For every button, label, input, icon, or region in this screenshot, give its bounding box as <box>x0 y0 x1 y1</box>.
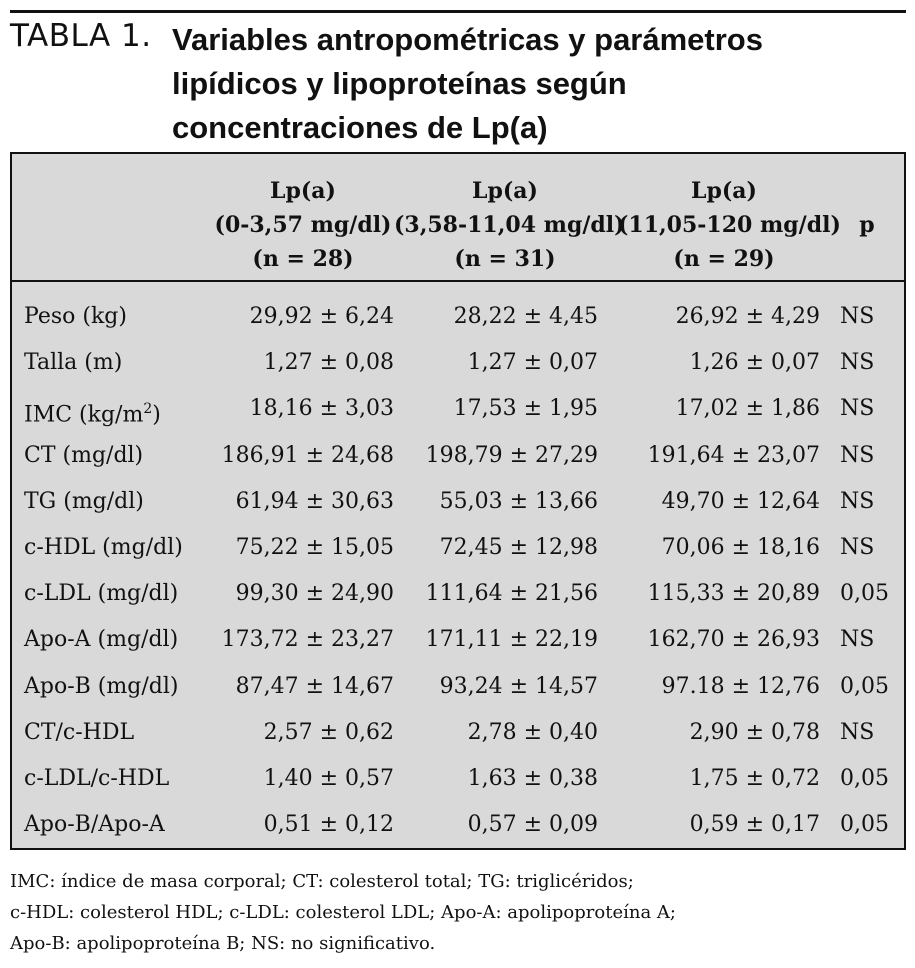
table-title-line: lipídicos y lipoproteínas según <box>172 66 627 101</box>
row-value-group-2: 28,22 ± 4,45 <box>453 304 598 329</box>
row-value-group-2: 1,63 ± 0,38 <box>467 765 598 791</box>
header-line: (n = 28) <box>252 246 354 272</box>
row-value-group-1: 0,51 ± 0,12 <box>263 812 394 838</box>
row-variable: c-LDL/c-HDL <box>24 765 170 791</box>
table-row <box>12 433 904 479</box>
row-p-value: 0,05 <box>840 765 889 791</box>
header-rule <box>12 280 904 282</box>
row-p-value: NS <box>840 488 875 514</box>
row-p-value: NS <box>840 534 875 560</box>
row-value-group-3: 70,06 ± 18,16 <box>661 534 820 560</box>
table-row <box>12 802 904 848</box>
header-line: Lp(a) <box>472 178 538 204</box>
header-line: Lp(a) <box>691 178 757 204</box>
row-value-group-1: 61,94 ± 30,63 <box>235 488 394 514</box>
row-value-group-1: 87,47 ± 14,67 <box>235 673 394 699</box>
table-title <box>172 18 892 150</box>
row-value-group-3: 17,02 ± 1,86 <box>675 396 820 422</box>
row-p-value: NS <box>840 442 875 468</box>
row-variable <box>24 386 161 438</box>
row-value-group-3: 49,70 ± 12,64 <box>661 488 820 514</box>
row-p-value: NS <box>840 627 875 653</box>
table-row <box>12 617 904 663</box>
header-col-1 <box>212 174 394 276</box>
row-variable: Apo-B (mg/dl) <box>24 673 179 699</box>
row-value-group-2: 111,64 ± 21,56 <box>425 581 598 607</box>
row-value-group-3: 2,90 ± 0,78 <box>689 719 820 745</box>
row-p-value: 0,05 <box>840 581 889 607</box>
data-table <box>10 152 906 850</box>
row-variable: TG (mg/dl) <box>24 488 144 514</box>
row-variable-text: IMC (kg/m <box>24 402 144 428</box>
table-row <box>12 479 904 525</box>
row-p-value: NS <box>840 304 875 329</box>
row-value-group-2: 0,57 ± 0,09 <box>467 812 598 838</box>
table-row <box>12 710 904 756</box>
table-title-line: Variables antropométricas y parámetros <box>172 22 763 57</box>
row-value-group-1: 186,91 ± 24,68 <box>221 442 394 468</box>
header-col-2 <box>394 174 625 276</box>
row-p-value: 0,05 <box>840 812 889 838</box>
header-line: (n = 29) <box>673 246 775 272</box>
row-value-group-1: 99,30 ± 24,90 <box>235 581 394 607</box>
row-value-group-3: 97.18 ± 12,76 <box>661 673 820 699</box>
row-value-group-2: 17,53 ± 1,95 <box>453 396 598 422</box>
row-p-value: 0,05 <box>840 673 889 699</box>
row-value-group-2: 1,27 ± 0,07 <box>467 350 598 376</box>
row-value-group-2: 2,78 ± 0,40 <box>467 719 598 745</box>
row-value-group-3: 1,75 ± 0,72 <box>689 765 820 791</box>
row-variable: Talla (m) <box>24 350 123 376</box>
header-line: Lp(a) <box>270 178 336 204</box>
header-col-3 <box>618 174 841 276</box>
table-body <box>12 294 904 848</box>
row-value-group-1: 1,27 ± 0,08 <box>263 350 394 376</box>
row-value-group-1: 1,40 ± 0,57 <box>263 765 394 791</box>
table-title-line: concentraciones de Lp(a) <box>172 110 548 145</box>
header-line: (3,58-11,04 mg/dl) <box>394 212 625 238</box>
header-line: (11,05-120 mg/dl) <box>618 212 841 238</box>
header-line: (n = 31) <box>454 246 556 272</box>
row-value-group-3: 1,26 ± 0,07 <box>689 350 820 376</box>
row-p-value: NS <box>840 396 875 422</box>
row-value-group-1: 173,72 ± 23,27 <box>221 627 394 653</box>
row-value-group-2: 72,45 ± 12,98 <box>439 534 598 560</box>
table-label: TABLA 1. <box>10 18 152 54</box>
row-value-group-2: 171,11 ± 22,19 <box>425 627 598 653</box>
row-value-group-3: 191,64 ± 23,07 <box>647 442 820 468</box>
row-value-group-1: 2,57 ± 0,62 <box>263 719 394 745</box>
row-value-group-2: 198,79 ± 27,29 <box>425 442 598 468</box>
row-variable: CT/c-HDL <box>24 719 135 745</box>
row-value-group-1: 18,16 ± 3,03 <box>249 396 394 422</box>
row-p-value: NS <box>840 350 875 376</box>
row-value-group-3: 115,33 ± 20,89 <box>647 581 820 607</box>
row-value-group-1: 75,22 ± 15,05 <box>235 534 394 560</box>
row-variable-superscript: 2 <box>143 401 153 418</box>
row-variable: CT (mg/dl) <box>24 442 144 468</box>
row-value-group-3: 26,92 ± 4,29 <box>675 304 820 329</box>
table-row <box>12 756 904 802</box>
row-value-group-3: 162,70 ± 26,93 <box>647 627 820 653</box>
row-variable: Peso (kg) <box>24 304 127 329</box>
table-row <box>12 525 904 571</box>
row-variable: Apo-B/Apo-A <box>24 812 165 838</box>
table-row <box>12 386 904 432</box>
row-variable: Apo-A (mg/dl) <box>24 627 179 653</box>
table-row <box>12 664 904 710</box>
row-value-group-2: 93,24 ± 14,57 <box>439 673 598 699</box>
table-row <box>12 340 904 386</box>
row-value-group-3: 0,59 ± 0,17 <box>689 812 820 838</box>
table-row <box>12 571 904 617</box>
table-row <box>12 294 904 340</box>
footnote-line: Apo-B: apolipoproteína B; NS: no significativo. <box>10 933 436 954</box>
table-footnote <box>10 866 905 959</box>
top-rule <box>10 10 906 13</box>
header-col-p: p <box>859 212 875 238</box>
row-variable: c-LDL (mg/dl) <box>24 581 179 607</box>
footnote-line: c-HDL: colesterol HDL; c-LDL: colesterol LDL; Apo-A: apolipoproteína A; <box>10 902 676 923</box>
row-value-group-2: 55,03 ± 13,66 <box>439 488 598 514</box>
header-line: (0-3,57 mg/dl) <box>214 212 392 238</box>
row-value-group-1: 29,92 ± 6,24 <box>249 304 394 329</box>
row-p-value: NS <box>840 719 875 745</box>
footnote-line: IMC: índice de masa corporal; CT: colesterol total; TG: triglicéridos; <box>10 871 634 892</box>
row-variable: c-HDL (mg/dl) <box>24 534 183 560</box>
row-variable-text-end: ) <box>152 402 161 428</box>
